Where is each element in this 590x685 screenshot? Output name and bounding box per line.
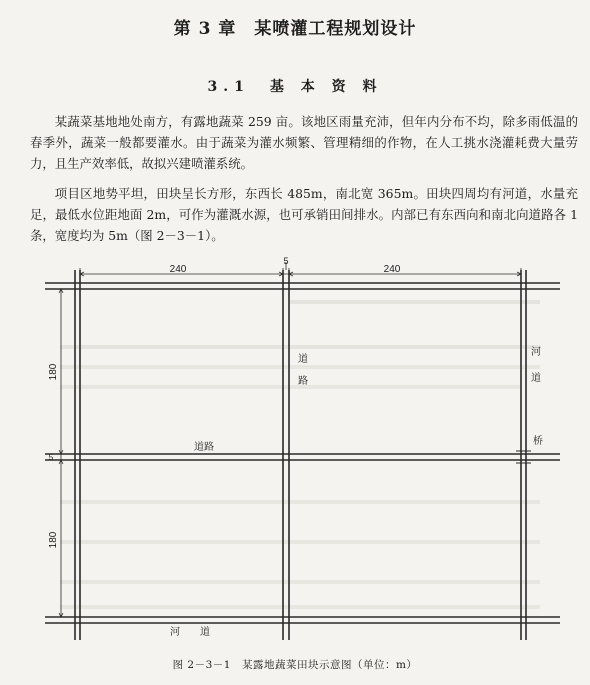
section-title: 3.1 基 本 资 料 bbox=[207, 79, 383, 95]
dim-label-top-right: 240 bbox=[383, 264, 401, 275]
label-road-vertical-2: 路 bbox=[298, 376, 308, 387]
chapter-title: 第 3 章 某喷灌工程规划设计 bbox=[173, 19, 417, 39]
dimension-left bbox=[55, 289, 67, 617]
label-road-horizontal: 道路 bbox=[194, 442, 214, 453]
dim-label-top-left: 240 bbox=[169, 264, 187, 275]
dim-label-left-bottom: 180 bbox=[48, 531, 59, 549]
dim-label-left-top: 180 bbox=[48, 363, 59, 381]
dimension-top bbox=[80, 262, 521, 280]
label-bridge: 桥 bbox=[533, 436, 543, 447]
bridge-mark bbox=[516, 451, 531, 463]
paragraph-2: 项目区地势平坦，田块呈长方形，东西长 485m，南北宽 365m。田块四周均有河道，水量充足，最低水位距地面 2m，可作为灌溉水源，也可承销田间排水。内部已有东西向和南北向道路各 1 条，宽度均为 5m（图 2－3－1）。 bbox=[30, 186, 578, 243]
label-river-right-1: 河 bbox=[531, 347, 541, 358]
dim-label-top-mid: 5 bbox=[283, 256, 289, 266]
dim-label-left-mid: 5 bbox=[48, 453, 54, 462]
paragraph-1: 某蔬菜基地地处南方，有露地蔬菜 259 亩。该地区雨量充沛，但年内分布不均，除多雨低温的春季外，蔬菜一般都要灌水。由于蔬菜为灌水频繁、管理精细的作物，在人工挑水浇灌耗费大量劳力，且生产效率低，故拟兴建喷灌系统。 bbox=[30, 114, 578, 171]
label-road-vertical-1: 道 bbox=[298, 354, 308, 365]
figure-caption: 图 2－3－1 某露地蔬菜田块示意图（单位：m） bbox=[172, 659, 418, 671]
label-river-bottom: 河 道 bbox=[170, 627, 210, 638]
label-river-right-2: 道 bbox=[531, 373, 541, 384]
